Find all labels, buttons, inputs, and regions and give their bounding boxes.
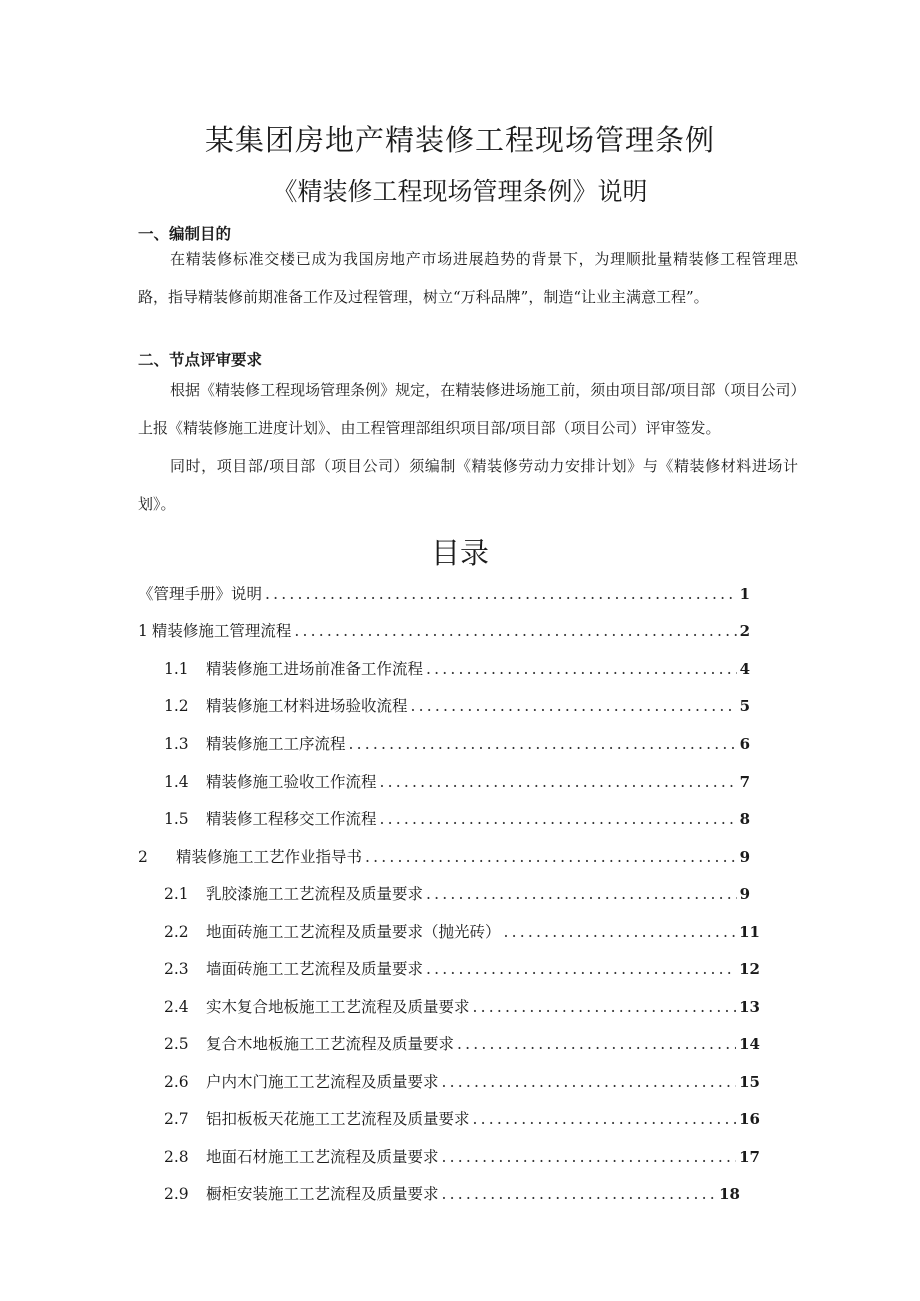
toc-entry-number: 2.9	[164, 1185, 189, 1203]
toc-leader-dots	[457, 1035, 736, 1053]
toc-entry[interactable]	[164, 1182, 740, 1204]
toc-entry-page: 9	[739, 848, 750, 866]
toc-entry-text: 地面石材施工工艺流程及质量要求	[206, 1148, 439, 1166]
section-paragraph: 根据《精装修工程现场管理条例》规定，在精装修进场施工前，须由项目部/项目部（项目公司）上报《精装修施工进度计划》、由工程管理部组织项目部/项目部（项目公司）评审签发。	[138, 381, 798, 437]
toc-entry-number: 2.6	[164, 1073, 189, 1091]
toc-entry-text: 复合木地板施工工艺流程及质量要求	[206, 1035, 455, 1053]
toc-leader-dots	[294, 622, 736, 640]
toc-entry[interactable]	[164, 657, 750, 679]
toc-leader-dots	[426, 660, 737, 678]
toc-entry[interactable]	[164, 1145, 760, 1167]
toc-entry[interactable]	[164, 1032, 760, 1054]
toc-leader-dots	[473, 1110, 737, 1128]
section-paragraph: 在精装修标准交楼已成为我国房地产市场进展趋势的背景下，为理顺批量精装修工程管理思路，指导精装修前期准备工作及过程管理，树立“万科品牌”，制造“让业主满意工程”。	[138, 250, 798, 306]
toc-leader-dots	[473, 998, 737, 1016]
toc-entry-number: 2.2	[164, 923, 189, 941]
toc-entry-number: 2.5	[164, 1035, 189, 1053]
toc-leader-dots	[442, 1185, 717, 1203]
toc-entry[interactable]	[138, 619, 750, 641]
toc-entry-number: 2.1	[164, 885, 189, 903]
toc-entry-text: 乳胶漆施工工艺流程及质量要求	[206, 885, 424, 903]
toc-leader-dots	[442, 1148, 737, 1166]
document-subtitle: 《精装修工程现场管理条例》说明	[272, 177, 648, 206]
toc-entry-text: 精装修施工验收工作流程	[206, 773, 377, 791]
toc-entry-number: 1.1	[164, 660, 189, 678]
toc-entry[interactable]	[138, 845, 750, 867]
toc-entry-page: 14	[739, 1035, 760, 1053]
toc-entry-page: 2	[739, 622, 750, 640]
toc-entry[interactable]	[164, 882, 750, 904]
toc-entry-page: 17	[739, 1148, 760, 1166]
toc-entry-page: 12	[739, 960, 760, 978]
toc-entry[interactable]	[164, 807, 750, 829]
toc-leader-dots	[265, 585, 737, 603]
toc-entry[interactable]	[164, 995, 760, 1017]
toc-entry-page: 11	[739, 923, 760, 941]
toc-entry-text: 精装修施工管理流程	[151, 622, 292, 640]
section-paragraph: 同时，项目部/项目部（项目公司）须编制《精装修劳动力安排计划》与《精装修材料进场计划》。	[138, 457, 798, 513]
toc-entry[interactable]	[164, 732, 750, 754]
toc-entry-text: 橱柜安装施工工艺流程及质量要求	[206, 1185, 439, 1203]
toc-entry-page: 9	[739, 885, 750, 903]
toc-entry-text: 户内木门施工工艺流程及质量要求	[206, 1073, 439, 1091]
toc-entry-number: 1.3	[164, 735, 189, 753]
toc-entry-number: 2.7	[164, 1110, 189, 1128]
toc-entry-text: 地面砖施工工艺流程及质量要求（抛光砖）	[206, 923, 501, 941]
toc-entry-page: 15	[739, 1073, 760, 1091]
toc-entry-page: 16	[739, 1110, 760, 1128]
toc-entry-text: 精装修施工进场前准备工作流程	[206, 660, 424, 678]
toc-entry-number: 2.8	[164, 1148, 189, 1166]
toc-leader-dots	[426, 885, 737, 903]
toc-entry-page: 7	[739, 773, 750, 791]
toc-entry-page: 5	[739, 697, 750, 715]
toc-entry-text: 《管理手册》说明	[138, 585, 263, 603]
toc-entry-text: 墙面砖施工工艺流程及质量要求	[206, 960, 424, 978]
toc-entry-text: 精装修施工工序流程	[206, 735, 346, 753]
toc-entry-page: 18	[719, 1185, 740, 1203]
toc-entry-text: 精装修施工材料进场验收流程	[206, 697, 408, 715]
toc-entry-number: 1	[138, 622, 148, 640]
toc-entry-number: 1.5	[164, 810, 189, 828]
toc-title: 目录	[430, 536, 489, 570]
toc-leader-dots	[442, 1073, 737, 1091]
toc-entry-page: 4	[739, 660, 750, 678]
toc-entry-number: 1.4	[164, 773, 189, 791]
toc-leader-dots	[349, 735, 737, 753]
toc-leader-dots	[380, 773, 737, 791]
toc-entry-text: 精装修施工工艺作业指导书	[176, 848, 363, 866]
toc-entry[interactable]	[164, 1070, 760, 1092]
toc-entry-text: 精装修工程移交工作流程	[206, 810, 377, 828]
toc-entry[interactable]	[164, 694, 750, 716]
toc-entry[interactable]	[164, 957, 760, 979]
toc-entry-number: 2.4	[164, 998, 189, 1016]
toc-entry-number: 1.2	[164, 697, 189, 715]
toc-entry-number: 2	[138, 848, 148, 866]
toc-entry-page: 13	[739, 998, 760, 1016]
toc-entry-number: 2.3	[164, 960, 189, 978]
toc-leader-dots	[426, 960, 736, 978]
toc-entry[interactable]	[138, 582, 750, 604]
toc-entry[interactable]	[164, 920, 760, 942]
toc-leader-dots	[380, 810, 737, 828]
toc-entry[interactable]	[164, 770, 750, 792]
toc-entry-text: 铝扣板板天花施工工艺流程及质量要求	[206, 1110, 470, 1128]
toc-entry[interactable]	[164, 1107, 760, 1129]
toc-entry-page: 8	[739, 810, 750, 828]
section-heading-purpose: 一、编制目的	[138, 224, 232, 243]
toc-entry-text: 实木复合地板施工工艺流程及质量要求	[206, 998, 470, 1016]
toc-leader-dots	[504, 923, 737, 941]
toc-leader-dots	[365, 848, 737, 866]
section-heading-review: 二、节点评审要求	[138, 350, 263, 369]
toc-leader-dots	[411, 697, 737, 715]
document-title: 某集团房地产精装修工程现场管理条例	[204, 123, 715, 157]
toc-entry-page: 6	[739, 735, 750, 753]
toc-entry-page: 1	[739, 585, 750, 603]
